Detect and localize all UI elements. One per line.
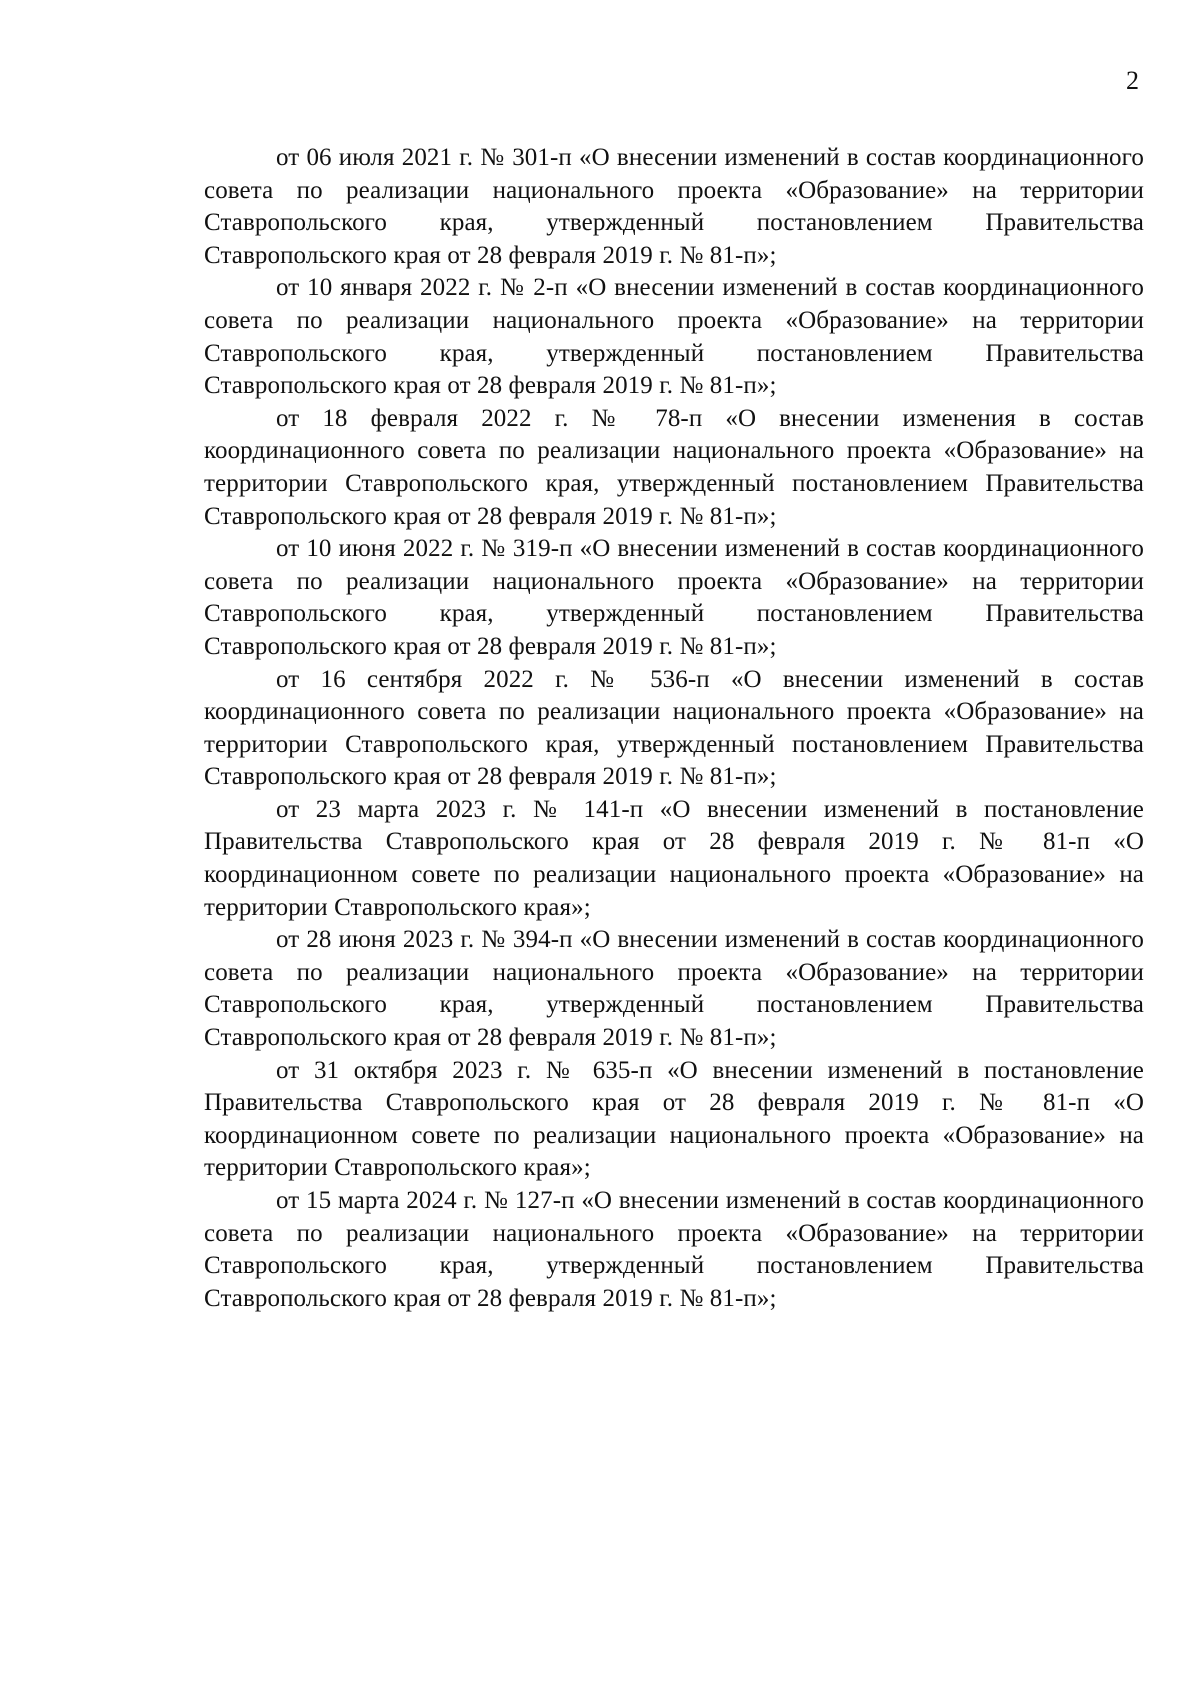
list-item: от 10 января 2022 г. № 2-п «О внесении изменений в состав координационного совета по реализации национального проекта «Образование» на территории Ставропольского края, утвержденный постановлением Правительства Ставропольского края от 28 февраля 2019 г. № 81-п»;: [204, 274, 1144, 400]
list-item: от 16 сентября 2022 г. № 536-п «О внесении изменений в состав координационного совета по реализации национального проекта «Образование» на территории Ставропольского края, утвержденный постановлением Правительства Ставропольского края от 28 февраля 2019 г. № 81-п»;: [204, 665, 1144, 791]
list-item: от 18 февраля 2022 г. № 78-п «О внесении изменения в состав координационного совета по реализации национального проекта «Образование» на территории Ставропольского края, утвержденный постановлением Правительства Ставропольского края от 28 февраля 2019 г. № 81-п»;: [204, 404, 1144, 530]
list-item: от 23 марта 2023 г. № 141-п «О внесении изменений в постановление Правительства Ставропольского края от 28 февраля 2019 г. № 81-п «О координационном совете по реализации национального проекта «Образование» на территории Ставропольского края»;: [204, 795, 1144, 921]
list-item: от 31 октября 2023 г. № 635-п «О внесении изменений в постановление Правительства Ставропольского края от 28 февраля 2019 г. № 81-п «О координационном совете по реализации национального проекта «Образование» на территории Ставропольского края»;: [204, 1056, 1144, 1182]
page-number: 2: [1126, 66, 1139, 95]
list-item: от 10 июня 2022 г. № 319-п «О внесении изменений в состав координационного совета по реализации национального проекта «Образование» на территории Ставропольского края, утвержденный постановлением Правительства Ставропольского края от 28 февраля 2019 г. № 81-п»;: [204, 535, 1144, 660]
list-item: от 06 июля 2021 г. № 301-п «О внесении изменений в состав координационного совета по реализации национального проекта «Образование» на территории Ставропольского края, утвержденный постановлением Правительства Ставропольского края от 28 февраля 2019 г. № 81-п»;: [204, 144, 1144, 269]
list-item: от 28 июня 2023 г. № 394-п «О внесении изменений в состав координационного совета по реализации национального проекта «Образование» на территории Ставропольского края, утвержденный постановлением Правительства Ставропольского края от 28 февраля 2019 г. № 81-п»;: [204, 926, 1144, 1052]
list-item: от 15 марта 2024 г. № 127-п «О внесении изменений в состав координационного совета по реализации национального проекта «Образование» на территории Ставропольского края, утвержденный постановлением Правительства Ставропольского края от 28 февраля 2019 г. № 81-п»;: [204, 1187, 1144, 1312]
document-body: [204, 142, 1144, 1315]
